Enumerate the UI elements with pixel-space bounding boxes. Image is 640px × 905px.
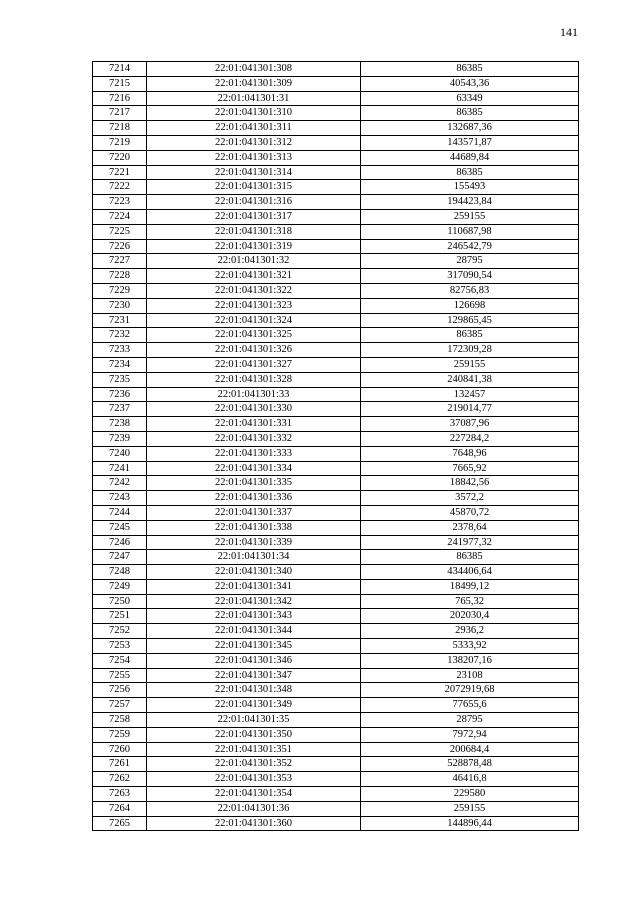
row-number-cell: 7255 — [93, 668, 147, 683]
row-number-cell: 7243 — [93, 491, 147, 506]
table-row — [93, 461, 579, 476]
cadastral-number-cell: 22:01:041301:310 — [147, 106, 361, 121]
cadastral-number-cell: 22:01:041301:314 — [147, 165, 361, 180]
cadastral-number-cell: 22:01:041301:318 — [147, 224, 361, 239]
value-cell: 7665,92 — [361, 461, 579, 476]
value-cell: 259155 — [361, 357, 579, 372]
cadastral-number-cell: 22:01:041301:327 — [147, 357, 361, 372]
table-row — [93, 343, 579, 358]
row-number-cell: 7261 — [93, 757, 147, 772]
value-cell: 86385 — [361, 328, 579, 343]
table-row — [93, 357, 579, 372]
table-row — [93, 609, 579, 624]
cadastral-number-cell: 22:01:041301:343 — [147, 609, 361, 624]
table-row — [93, 135, 579, 150]
value-cell: 240841,38 — [361, 372, 579, 387]
cadastral-number-cell: 22:01:041301:323 — [147, 298, 361, 313]
value-cell: 194423,84 — [361, 195, 579, 210]
table-row — [93, 639, 579, 654]
cadastral-number-cell: 22:01:041301:322 — [147, 283, 361, 298]
value-cell: 246542,79 — [361, 239, 579, 254]
value-cell: 200684,4 — [361, 742, 579, 757]
cadastral-number-cell: 22:01:041301:33 — [147, 387, 361, 402]
cadastral-number-cell: 22:01:041301:360 — [147, 816, 361, 831]
table-row — [93, 239, 579, 254]
cadastral-number-cell: 22:01:041301:32 — [147, 254, 361, 269]
value-cell: 241977,32 — [361, 535, 579, 550]
cadastral-number-cell: 22:01:041301:344 — [147, 624, 361, 639]
value-cell: 40543,36 — [361, 76, 579, 91]
row-number-cell: 7247 — [93, 550, 147, 565]
value-cell: 28795 — [361, 254, 579, 269]
row-number-cell: 7216 — [93, 91, 147, 106]
row-number-cell: 7223 — [93, 195, 147, 210]
row-number-cell: 7244 — [93, 505, 147, 520]
value-cell: 3572,2 — [361, 491, 579, 506]
table-row — [93, 195, 579, 210]
cadastral-number-cell: 22:01:041301:312 — [147, 135, 361, 150]
page-number: 141 — [560, 25, 578, 39]
row-number-cell: 7214 — [93, 62, 147, 77]
cadastral-number-cell: 22:01:041301:34 — [147, 550, 361, 565]
cadastral-number-cell: 22:01:041301:336 — [147, 491, 361, 506]
row-number-cell: 7229 — [93, 283, 147, 298]
row-number-cell: 7224 — [93, 209, 147, 224]
value-cell: 86385 — [361, 165, 579, 180]
cadastral-number-cell: 22:01:041301:36 — [147, 801, 361, 816]
table-row — [93, 742, 579, 757]
table-row — [93, 165, 579, 180]
table-row — [93, 816, 579, 831]
value-cell: 259155 — [361, 801, 579, 816]
table-row — [93, 535, 579, 550]
row-number-cell: 7246 — [93, 535, 147, 550]
value-cell: 129865,45 — [361, 313, 579, 328]
value-cell: 18499,12 — [361, 579, 579, 594]
row-number-cell: 7235 — [93, 372, 147, 387]
cadastral-number-cell: 22:01:041301:342 — [147, 594, 361, 609]
value-cell: 434406,64 — [361, 565, 579, 580]
value-cell: 172309,28 — [361, 343, 579, 358]
row-number-cell: 7263 — [93, 787, 147, 802]
table-row — [93, 698, 579, 713]
table-row — [93, 180, 579, 195]
table-row — [93, 121, 579, 136]
row-number-cell: 7217 — [93, 106, 147, 121]
row-number-cell: 7228 — [93, 269, 147, 284]
table-row — [93, 713, 579, 728]
row-number-cell: 7237 — [93, 402, 147, 417]
row-number-cell: 7245 — [93, 520, 147, 535]
table-row — [93, 91, 579, 106]
table-body — [93, 62, 579, 831]
table-row — [93, 757, 579, 772]
row-number-cell: 7240 — [93, 446, 147, 461]
table-row — [93, 668, 579, 683]
cadastral-number-cell: 22:01:041301:332 — [147, 431, 361, 446]
table-row — [93, 372, 579, 387]
table-row — [93, 476, 579, 491]
value-cell: 110687,98 — [361, 224, 579, 239]
row-number-cell: 7238 — [93, 417, 147, 432]
value-cell: 144896,44 — [361, 816, 579, 831]
row-number-cell: 7262 — [93, 772, 147, 787]
table-row — [93, 209, 579, 224]
cadastral-number-cell: 22:01:041301:351 — [147, 742, 361, 757]
value-cell: 317090,54 — [361, 269, 579, 284]
cadastral-number-cell: 22:01:041301:331 — [147, 417, 361, 432]
table-row — [93, 417, 579, 432]
value-cell: 82756,83 — [361, 283, 579, 298]
table-row — [93, 787, 579, 802]
cadastral-number-cell: 22:01:041301:308 — [147, 62, 361, 77]
table-row — [93, 446, 579, 461]
value-cell: 2072919,68 — [361, 683, 579, 698]
cadastral-number-cell: 22:01:041301:309 — [147, 76, 361, 91]
table-row — [93, 224, 579, 239]
table-row — [93, 491, 579, 506]
cadastral-number-cell: 22:01:041301:31 — [147, 91, 361, 106]
cadastral-number-cell: 22:01:041301:324 — [147, 313, 361, 328]
table-row — [93, 653, 579, 668]
cadastral-number-cell: 22:01:041301:321 — [147, 269, 361, 284]
cadastral-value-table — [92, 61, 579, 831]
table-row — [93, 254, 579, 269]
cadastral-value-table-container — [92, 61, 578, 831]
cadastral-number-cell: 22:01:041301:352 — [147, 757, 361, 772]
value-cell: 765,32 — [361, 594, 579, 609]
value-cell: 259155 — [361, 209, 579, 224]
value-cell: 2936,2 — [361, 624, 579, 639]
cadastral-number-cell: 22:01:041301:339 — [147, 535, 361, 550]
row-number-cell: 7226 — [93, 239, 147, 254]
row-number-cell: 7253 — [93, 639, 147, 654]
row-number-cell: 7225 — [93, 224, 147, 239]
value-cell: 132457 — [361, 387, 579, 402]
table-row — [93, 727, 579, 742]
row-number-cell: 7254 — [93, 653, 147, 668]
value-cell: 45870,72 — [361, 505, 579, 520]
value-cell: 229580 — [361, 787, 579, 802]
table-row — [93, 313, 579, 328]
table-row — [93, 520, 579, 535]
cadastral-number-cell: 22:01:041301:35 — [147, 713, 361, 728]
table-row — [93, 62, 579, 77]
cadastral-number-cell: 22:01:041301:319 — [147, 239, 361, 254]
value-cell: 63349 — [361, 91, 579, 106]
value-cell: 155493 — [361, 180, 579, 195]
table-row — [93, 106, 579, 121]
value-cell: 86385 — [361, 550, 579, 565]
row-number-cell: 7219 — [93, 135, 147, 150]
value-cell: 7648,96 — [361, 446, 579, 461]
row-number-cell: 7252 — [93, 624, 147, 639]
value-cell: 202030,4 — [361, 609, 579, 624]
value-cell: 86385 — [361, 106, 579, 121]
cadastral-number-cell: 22:01:041301:338 — [147, 520, 361, 535]
row-number-cell: 7259 — [93, 727, 147, 742]
table-row — [93, 328, 579, 343]
cadastral-number-cell: 22:01:041301:316 — [147, 195, 361, 210]
row-number-cell: 7241 — [93, 461, 147, 476]
value-cell: 528878,48 — [361, 757, 579, 772]
row-number-cell: 7234 — [93, 357, 147, 372]
value-cell: 37087,96 — [361, 417, 579, 432]
row-number-cell: 7222 — [93, 180, 147, 195]
table-row — [93, 402, 579, 417]
row-number-cell: 7249 — [93, 579, 147, 594]
cadastral-number-cell: 22:01:041301:349 — [147, 698, 361, 713]
table-row — [93, 801, 579, 816]
cadastral-number-cell: 22:01:041301:337 — [147, 505, 361, 520]
cadastral-number-cell: 22:01:041301:354 — [147, 787, 361, 802]
table-row — [93, 150, 579, 165]
row-number-cell: 7221 — [93, 165, 147, 180]
table-row — [93, 579, 579, 594]
cadastral-number-cell: 22:01:041301:335 — [147, 476, 361, 491]
value-cell: 219014,77 — [361, 402, 579, 417]
cadastral-number-cell: 22:01:041301:345 — [147, 639, 361, 654]
table-row — [93, 772, 579, 787]
row-number-cell: 7248 — [93, 565, 147, 580]
row-number-cell: 7250 — [93, 594, 147, 609]
row-number-cell: 7232 — [93, 328, 147, 343]
cadastral-number-cell: 22:01:041301:353 — [147, 772, 361, 787]
cadastral-number-cell: 22:01:041301:315 — [147, 180, 361, 195]
value-cell: 143571,87 — [361, 135, 579, 150]
cadastral-number-cell: 22:01:041301:340 — [147, 565, 361, 580]
value-cell: 7972,94 — [361, 727, 579, 742]
row-number-cell: 7242 — [93, 476, 147, 491]
row-number-cell: 7220 — [93, 150, 147, 165]
row-number-cell: 7230 — [93, 298, 147, 313]
row-number-cell: 7256 — [93, 683, 147, 698]
table-row — [93, 387, 579, 402]
row-number-cell: 7233 — [93, 343, 147, 358]
cadastral-number-cell: 22:01:041301:348 — [147, 683, 361, 698]
row-number-cell: 7231 — [93, 313, 147, 328]
table-row — [93, 550, 579, 565]
row-number-cell: 7236 — [93, 387, 147, 402]
value-cell: 227284,2 — [361, 431, 579, 446]
cadastral-number-cell: 22:01:041301:313 — [147, 150, 361, 165]
cadastral-number-cell: 22:01:041301:311 — [147, 121, 361, 136]
table-row — [93, 565, 579, 580]
row-number-cell: 7265 — [93, 816, 147, 831]
cadastral-number-cell: 22:01:041301:328 — [147, 372, 361, 387]
table-row — [93, 269, 579, 284]
row-number-cell: 7218 — [93, 121, 147, 136]
row-number-cell: 7215 — [93, 76, 147, 91]
value-cell: 18842,56 — [361, 476, 579, 491]
table-row — [93, 76, 579, 91]
cadastral-number-cell: 22:01:041301:326 — [147, 343, 361, 358]
row-number-cell: 7251 — [93, 609, 147, 624]
value-cell: 2378,64 — [361, 520, 579, 535]
value-cell: 138207,16 — [361, 653, 579, 668]
row-number-cell: 7227 — [93, 254, 147, 269]
row-number-cell: 7239 — [93, 431, 147, 446]
value-cell: 46416,8 — [361, 772, 579, 787]
value-cell: 126698 — [361, 298, 579, 313]
value-cell: 28795 — [361, 713, 579, 728]
cadastral-number-cell: 22:01:041301:325 — [147, 328, 361, 343]
row-number-cell: 7260 — [93, 742, 147, 757]
cadastral-number-cell: 22:01:041301:350 — [147, 727, 361, 742]
table-row — [93, 431, 579, 446]
value-cell: 77655,6 — [361, 698, 579, 713]
cadastral-number-cell: 22:01:041301:334 — [147, 461, 361, 476]
value-cell: 5333,92 — [361, 639, 579, 654]
table-row — [93, 594, 579, 609]
row-number-cell: 7264 — [93, 801, 147, 816]
table-row — [93, 283, 579, 298]
row-number-cell: 7257 — [93, 698, 147, 713]
cadastral-number-cell: 22:01:041301:317 — [147, 209, 361, 224]
table-row — [93, 298, 579, 313]
table-row — [93, 683, 579, 698]
value-cell: 44689,84 — [361, 150, 579, 165]
table-row — [93, 505, 579, 520]
cadastral-number-cell: 22:01:041301:346 — [147, 653, 361, 668]
table-row — [93, 624, 579, 639]
cadastral-number-cell: 22:01:041301:341 — [147, 579, 361, 594]
value-cell: 23108 — [361, 668, 579, 683]
cadastral-number-cell: 22:01:041301:333 — [147, 446, 361, 461]
cadastral-number-cell: 22:01:041301:347 — [147, 668, 361, 683]
cadastral-number-cell: 22:01:041301:330 — [147, 402, 361, 417]
value-cell: 132687,36 — [361, 121, 579, 136]
value-cell: 86385 — [361, 62, 579, 77]
row-number-cell: 7258 — [93, 713, 147, 728]
